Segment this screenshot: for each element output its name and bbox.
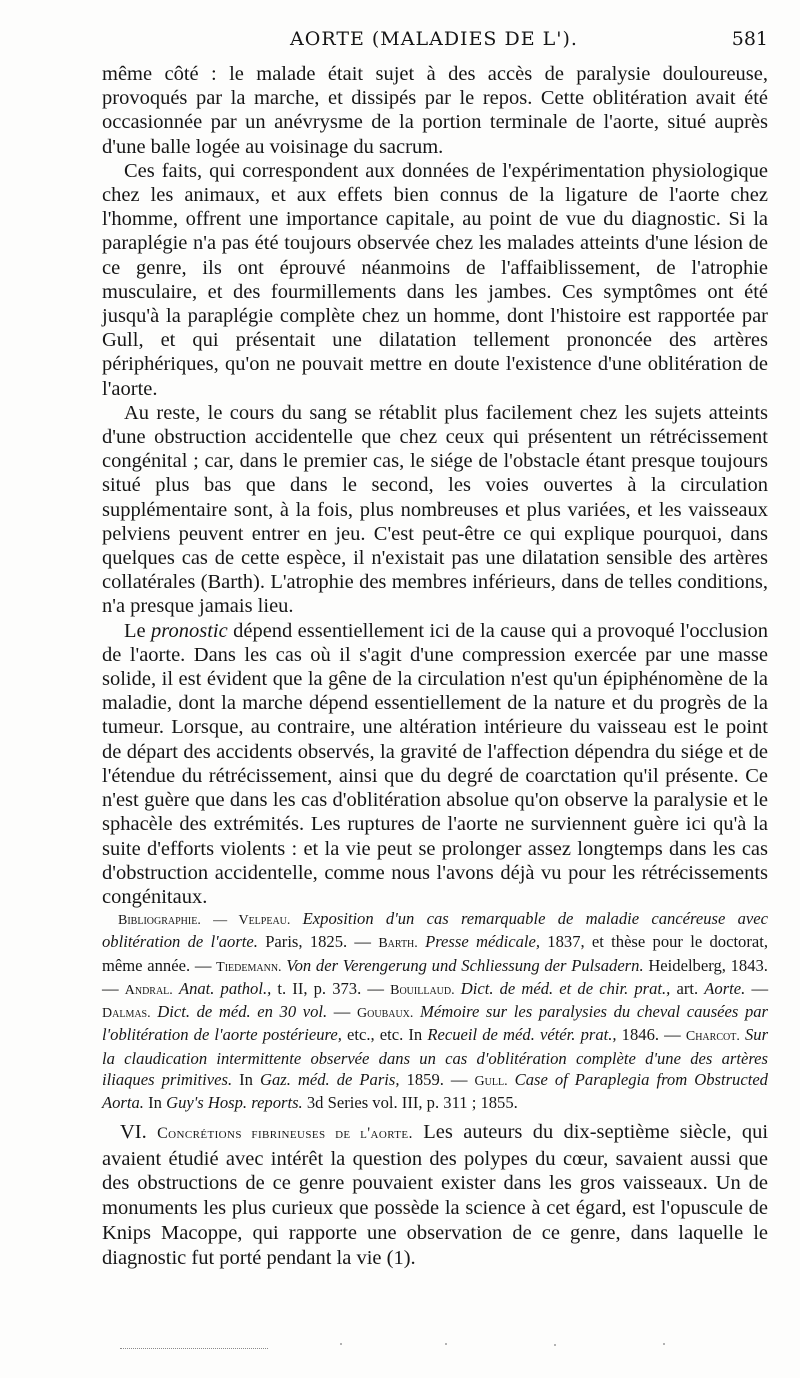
page-speckles bbox=[340, 1340, 740, 1348]
bibliography bbox=[102, 908, 768, 1114]
biblio-author: Barth. bbox=[378, 936, 418, 952]
biblio-author: Bouillaud. bbox=[390, 982, 455, 998]
biblio-details: 3d Series vol. III, p. 311 ; 1855. bbox=[306, 1093, 518, 1113]
biblio-details: — bbox=[751, 978, 769, 998]
biblio-author: Gull. bbox=[474, 1074, 508, 1090]
biblio-details: Paris, 1825. — bbox=[265, 932, 372, 952]
biblio-title: Case of Paraplegia from Obstructed Aorta. bbox=[102, 1070, 768, 1113]
biblio-details: 1846. — bbox=[621, 1025, 681, 1045]
biblio-title: Anat. pathol., bbox=[178, 978, 272, 998]
prognosis-term: pronostic bbox=[151, 619, 228, 642]
prognosis-text: dépend essentiellement ici de la cause qui a provoqué l'occlusion de l'aorte. Dans les cas où il s'agit d'une compression exercée par une masse solide, il est évident que la gêne de la circulation n'est qu'un épiphénomène de la maladie, dont la marche dépend essentiellement de la nature et du progrès de la tumeur. Lorsque, au contraire, une altération intérieure du vaisseau est le point de départ des accidents observés, la gravité de l'affection dépendra du siége et de l'étendue du rétrécissement, ainsi que du degré de coarctation qu'il présente. Ce n'est guère que dans les cas d'oblitération absolue qu'on observe la paralysie et le sphacèle des extrémités. Les ruptures de l'aorte ne surviennent guère ici qu'à la suite d'efforts violents : et la vie peut se prolonger assez longtemps dans les cas d'obstruction accidentelle, comme nous l'avons déjà vu pour les rétrécissements congénitaux. bbox=[102, 619, 768, 908]
paragraph-continuation: même côté : le malade était sujet à des accès de paralysie douloureuse, provoqués par la marche, et dissipés par le repos. Cette oblitération avait été occasionnée par un anévrysme de la portion terminale de l'aorte, situé auprès d'une balle logée au voisinage du sacrum. bbox=[102, 63, 768, 158]
section-number: VI. bbox=[120, 1121, 147, 1143]
biblio-title: Von der Verengerung und Schliessung der Pulsadern. bbox=[286, 955, 644, 975]
biblio-source: Gaz. méd. de Paris, bbox=[259, 1070, 400, 1090]
prognosis-lead: Le bbox=[124, 619, 152, 642]
biblio-details: — bbox=[333, 1002, 351, 1022]
biblio-source: Recueil de méd. vétér. prat., bbox=[427, 1025, 617, 1045]
biblio-details: In bbox=[239, 1070, 253, 1090]
paragraph-prognosis bbox=[102, 619, 768, 909]
bibliography-label: Bibliographie. bbox=[118, 913, 201, 928]
biblio-details: 1837, et thèse pour le doctorat, même année. — bbox=[102, 932, 768, 975]
biblio-title: Sur la claudication intermittente observée dans un cas d'oblitération complète d'une des artères iliaques primitives. bbox=[102, 1025, 769, 1090]
biblio-title: Mémoire sur les paralysies du cheval causées par l'oblitération de l'aorte postérieure, bbox=[102, 1002, 769, 1045]
biblio-title: Dict. de méd. et de chir. prat., bbox=[460, 978, 671, 998]
page-header bbox=[100, 28, 768, 54]
biblio-author: Charcot. bbox=[685, 1029, 740, 1045]
biblio-source: Guy's Hosp. reports. bbox=[166, 1093, 303, 1113]
biblio-details: In bbox=[148, 1093, 162, 1113]
section-text: Les auteurs du dix-septième siècle, qui avaient étudié avec intérêt la question des polypes du cœur, savaient aussi que des obstructions de ce genre pouvaient exister dans les gros vaisseaux. Un de monuments les plus curieux que possède la science à cet égard, est l'opuscule de Knips Macoppe, qui rapporte une observation de ce genre, dans laquelle le diagnostic fut porté pendant la vie (1). bbox=[102, 1121, 769, 1269]
biblio-details: etc., etc. In bbox=[347, 1025, 423, 1045]
running-title: AORTE (MALADIES DE L'). bbox=[290, 28, 578, 50]
page-number: 581 bbox=[731, 28, 768, 50]
biblio-author: Dalmas. bbox=[102, 1006, 151, 1022]
section-heading: Concrétions fibrineuses de l'aorte. bbox=[157, 1125, 413, 1142]
biblio-author: — Velpeau. bbox=[213, 913, 291, 928]
main-text bbox=[102, 62, 768, 909]
section-vi bbox=[102, 1120, 768, 1270]
biblio-author: Tiedemann. bbox=[216, 959, 282, 975]
paragraph-circulation: Au reste, le cours du sang se rétablit plus facilement chez les sujets atteints d'une obstruction accidentelle que chez ceux qui présentent un rétrécissement congénital ; car, dans le premier cas, le siége de l'obstacle étant presque toujours situé plus bas que dans le second, les voies ouvertes à la circulation supplémentaire sont, à la fois, plus nombreuses et plus variées, et les vaisseaux pelviens peuvent entrer en jeu. C'est peut-être ce qui explique pourquoi, dans quelques cas de cette espèce, il n'existait pas une dilatation sensible des artères collatérales (Barth). L'atrophie des membres inférieurs, dans de telles conditions, n'a presque jamais lieu. bbox=[102, 401, 768, 618]
biblio-title: Dict. de méd. en 30 vol. bbox=[157, 1002, 328, 1022]
biblio-details: 1859. — bbox=[406, 1070, 468, 1090]
biblio-author: Andral. bbox=[124, 982, 173, 998]
paragraph-diagnostic: Ces faits, qui correspondent aux données de l'expérimentation physiologique chez les animaux, et aux effets bien connus de la ligature de l'aorte chez l'homme, offrent une importance capitale, au point de vue du diagnostic. Si la paraplégie n'a pas été toujours observée chez les malades atteints d'une lésion de ce genre, ils ont éprouvé néanmoins de l'affaiblissement, de l'atrophie musculaire, et des fourmillements dans les jambes. Ces symptômes ont été jusqu'à la paraplégie complète chez un homme, dont l'histoire est rapportée par Gull, et qui présentait une dilatation tellement prononcée des artères périphériques, qu'on ne pouvait mettre en doute l'existence d'une oblitération de l'aorte. bbox=[102, 159, 768, 400]
biblio-article: Aorte. bbox=[704, 978, 746, 998]
biblio-author: Goubaux. bbox=[357, 1006, 414, 1022]
biblio-details: t. II, p. 373. — bbox=[277, 978, 384, 998]
biblio-details: art. bbox=[676, 978, 699, 998]
biblio-title: Presse médicale, bbox=[425, 932, 541, 952]
biblio-details: Heidelberg, 1843. — bbox=[102, 955, 768, 998]
footnote-rule bbox=[120, 1348, 268, 1349]
biblio-title: Exposition d'un cas remarquable de maladie cancéreuse avec oblitération de l'aorte. bbox=[102, 909, 769, 952]
